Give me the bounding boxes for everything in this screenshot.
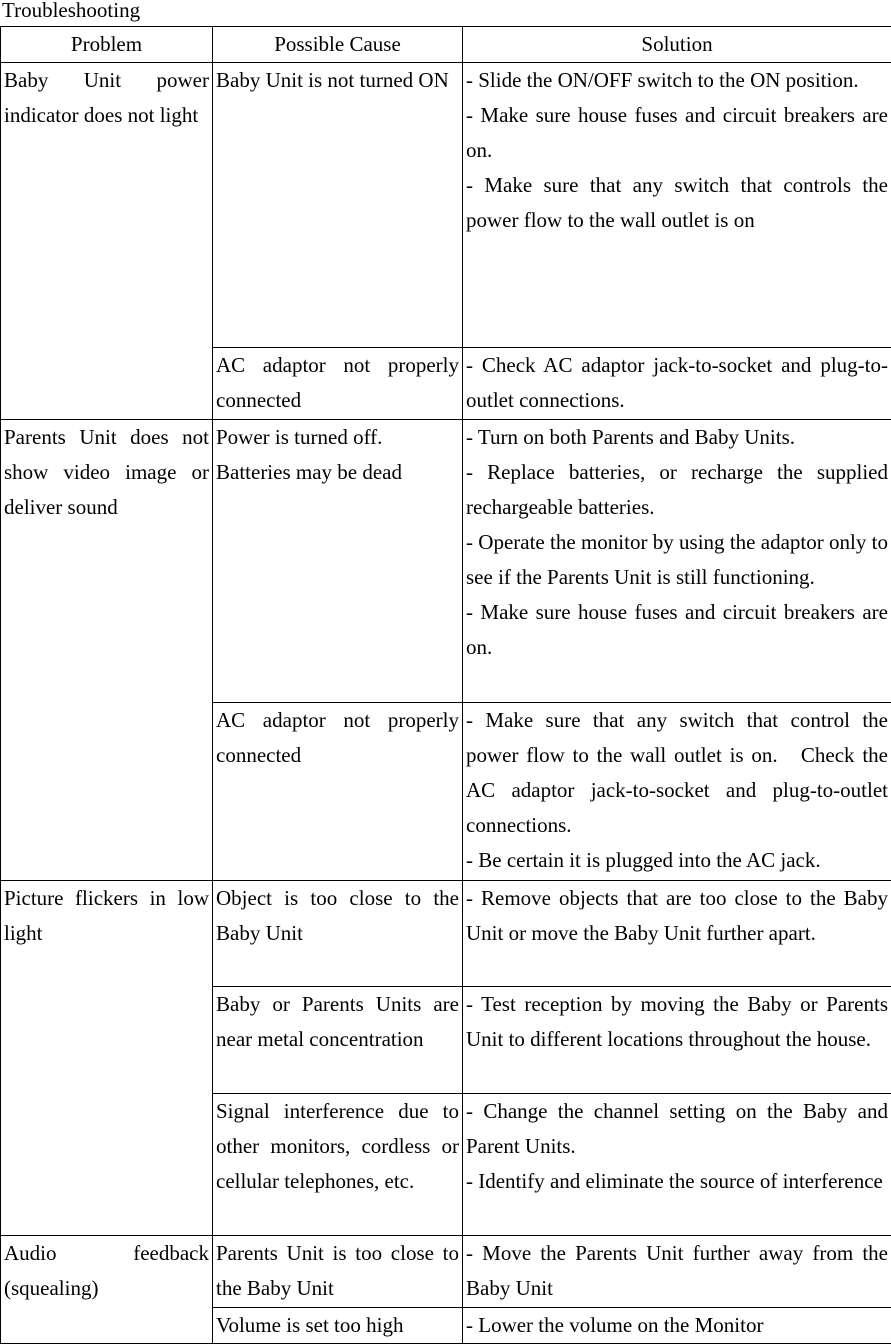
cause-cell: Signal interference due to other monitors, cordless or cellular telephones, etc. [213,1094,463,1236]
header-solution: Solution [463,27,891,63]
solution-cell [463,420,891,703]
cause-cell: AC adaptor not properly connected [213,348,463,420]
problem-cell: Picture flickers in low light [1,881,213,1236]
solution-line: - Identify and eliminate the source of interference [466,1164,888,1199]
table-row [1,63,891,348]
table-row [1,420,891,703]
cause-line: Batteries may be dead [216,455,459,490]
solution-line: - Slide the ON/OFF switch to the ON position. [466,63,888,98]
cause-cell: Parents Unit is too close to the Baby Unit [213,1236,463,1308]
solution-cell [463,1094,891,1236]
page-title: Troubleshooting [2,0,140,23]
cause-cell: Object is too close to the Baby Unit [213,881,463,987]
solution-line: - Lower the volume on the Monitor [466,1308,888,1343]
solution-line: - Turn on both Parents and Baby Units. [466,420,888,455]
solution-line: - Test reception by moving the Baby or Parents Unit to different locations throughout the house. [466,987,888,1057]
solution-line: - Make sure house fuses and circuit breakers are on. [466,595,888,665]
solution-cell [463,1308,891,1344]
cause-cell: AC adaptor not properly connected [213,703,463,881]
solution-cell [463,987,891,1094]
solution-cell [463,348,891,420]
table-header-row [1,27,891,63]
solution-line: - Make sure that any switch that control the power flow to the wall outlet is on. Check the AC adaptor jack-to-socket and plug-to-outlet connections. [466,703,888,843]
solution-line: - Change the channel setting on the Baby and Parent Units. [466,1094,888,1164]
problem-cell: Parents Unit does not show video image or deliver sound [1,420,213,881]
cause-cell: Volume is set too high [213,1308,463,1344]
header-cause: Possible Cause [213,27,463,63]
problem-cell: Audio feedback (squealing) [1,1236,213,1344]
problem-cell: Baby Unit power indicator does not light [1,63,213,420]
solution-line: - Operate the monitor by using the adaptor only to see if the Parents Unit is still functioning. [466,525,888,595]
solution-cell [463,63,891,348]
cause-cell: Baby Unit is not turned ON [213,63,463,348]
solution-line: - Replace batteries, or recharge the supplied rechargeable batteries. [466,455,888,525]
cause-line: Power is turned off. [216,420,459,455]
table-row [1,881,891,987]
solution-line: - Remove objects that are too close to the Baby Unit or move the Baby Unit further apart. [466,881,888,951]
table-row [1,1236,891,1308]
troubleshooting-table [0,26,891,1344]
solution-cell [463,703,891,881]
cause-cell [213,420,463,703]
solution-cell [463,1236,891,1308]
solution-line: - Move the Parents Unit further away from the Baby Unit [466,1236,888,1306]
solution-line: - Make sure house fuses and circuit breakers are on. [466,98,888,168]
header-problem: Problem [1,27,213,63]
solution-cell [463,881,891,987]
cause-cell: Baby or Parents Units are near metal concentration [213,987,463,1094]
solution-line: - Check AC adaptor jack-to-socket and plug-to-outlet connections. [466,348,888,418]
solution-line: - Make sure that any switch that controls the power flow to the wall outlet is on [466,168,888,238]
solution-line: - Be certain it is plugged into the AC jack. [466,843,888,878]
